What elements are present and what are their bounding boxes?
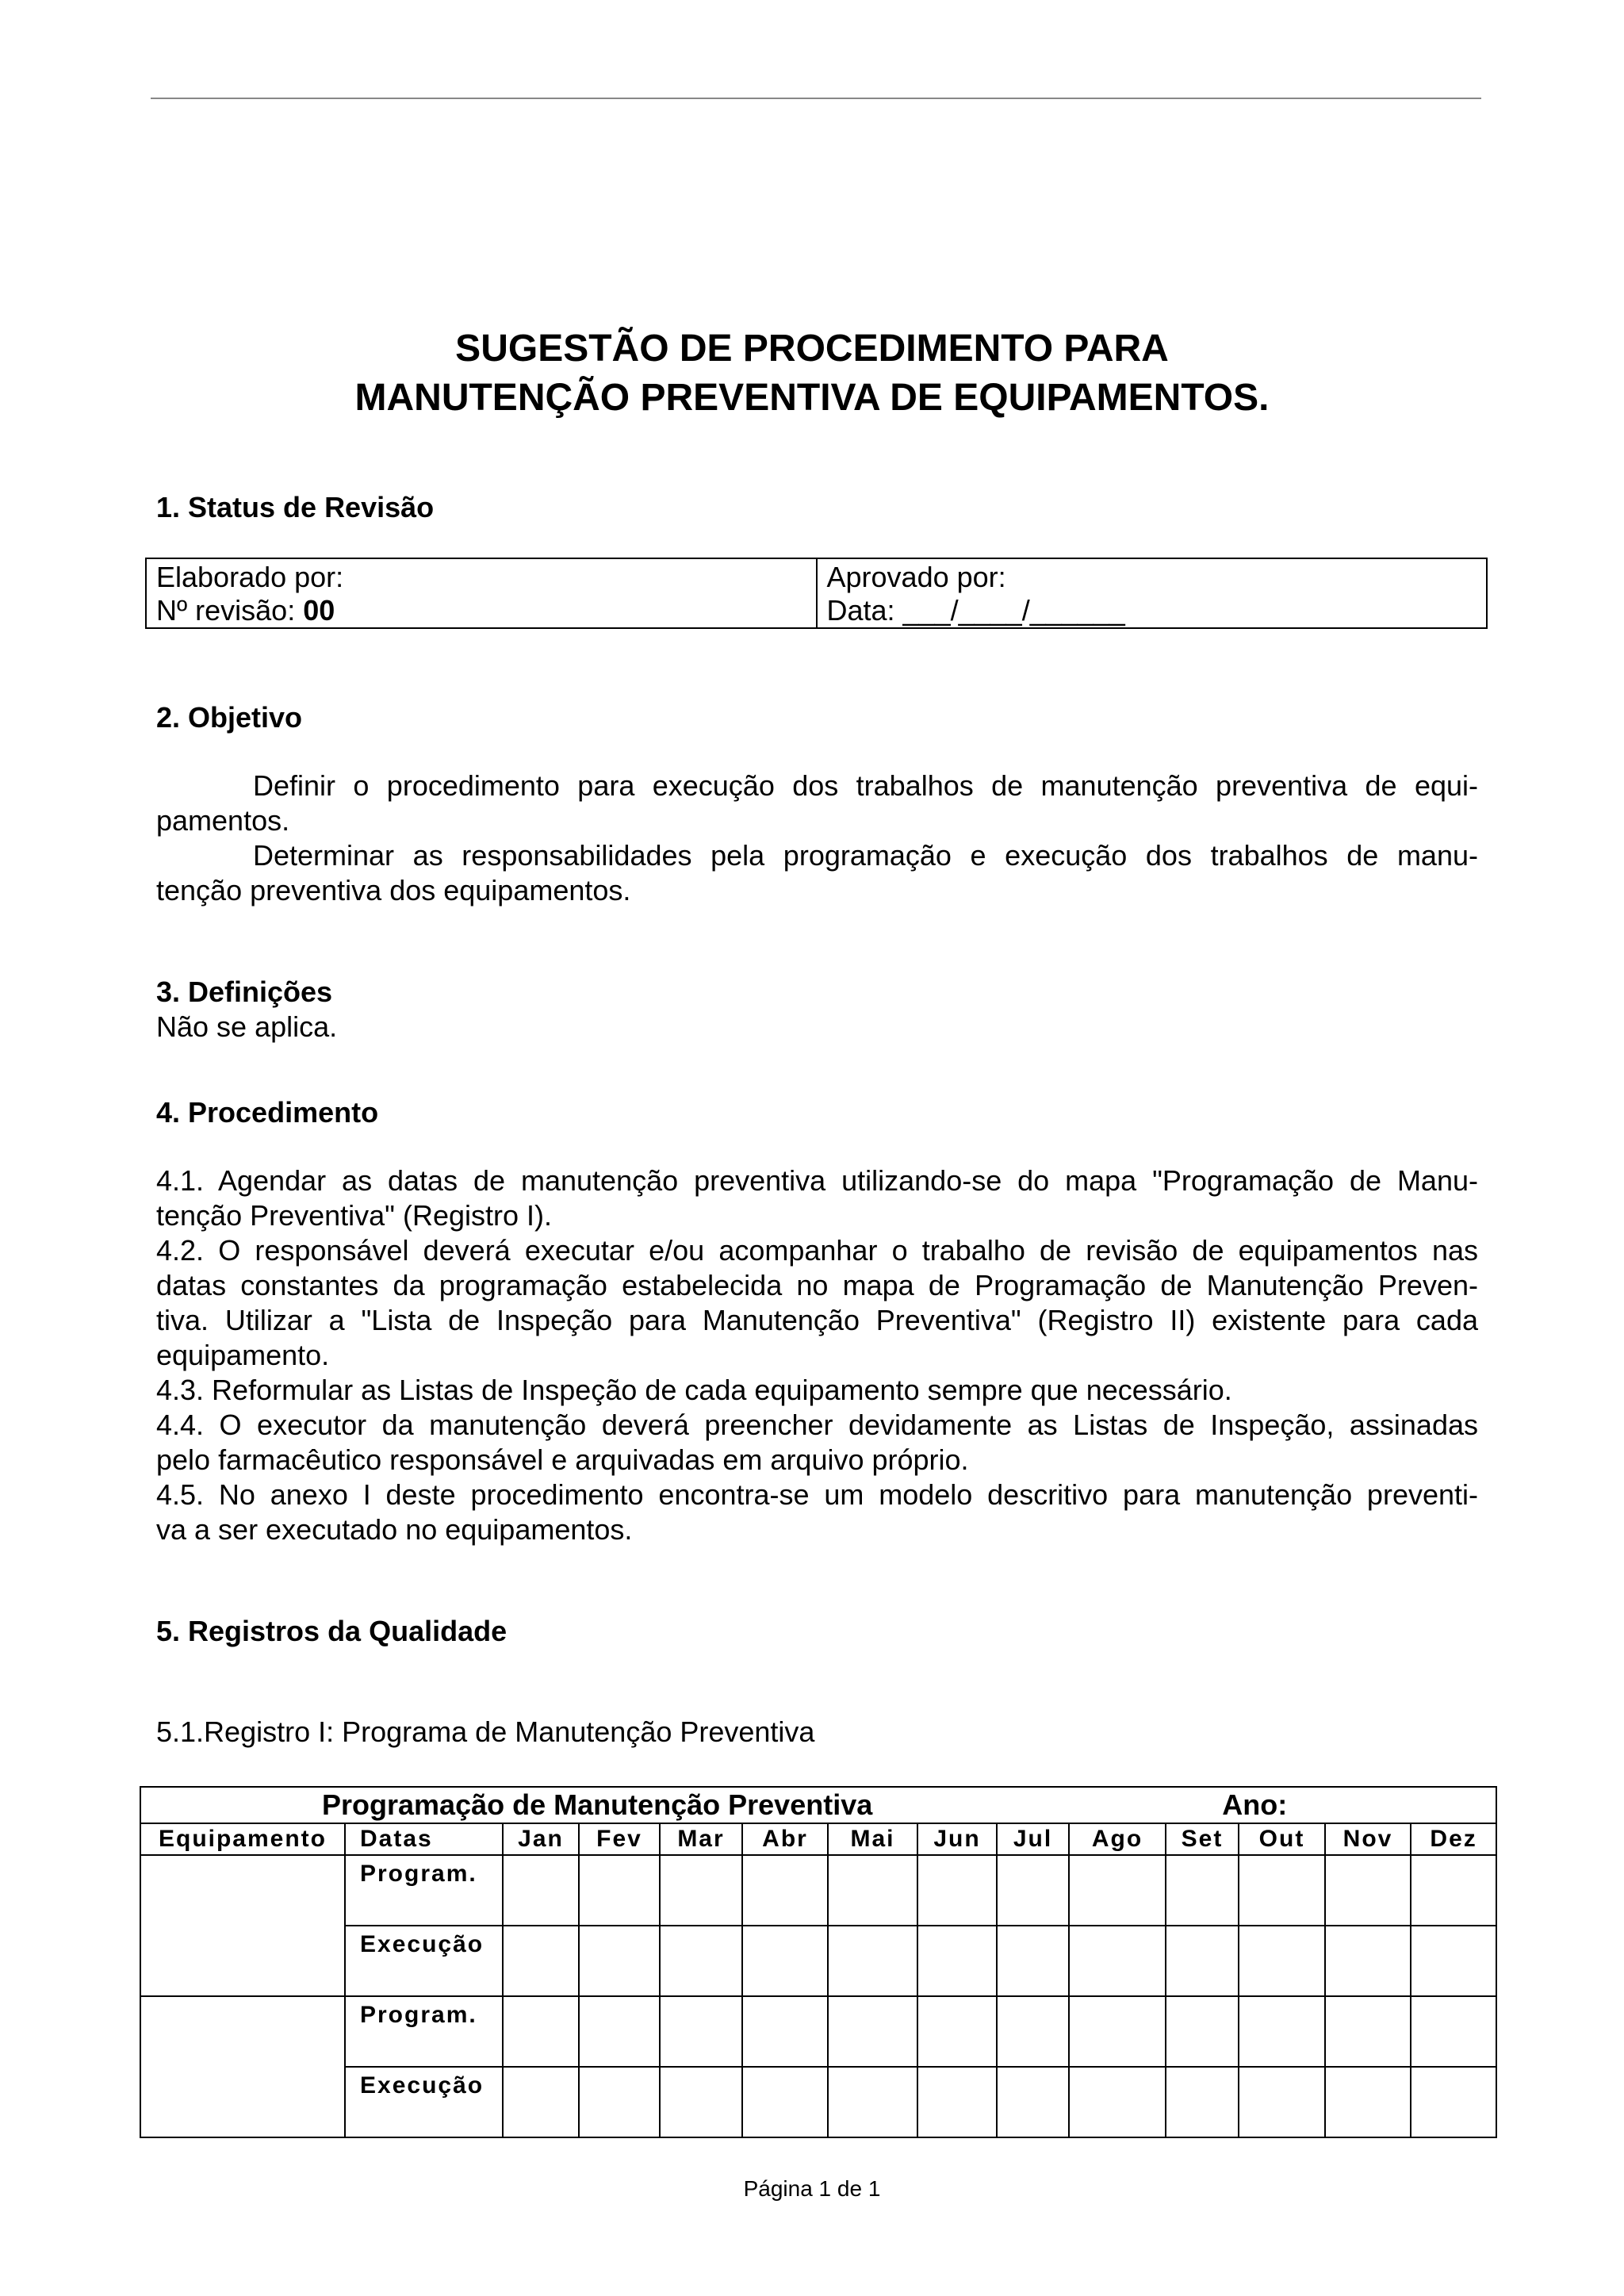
month-cell[interactable] — [1239, 2067, 1325, 2137]
month-cell[interactable] — [579, 1855, 660, 1926]
section5-heading: 5. Registros da Qualidade — [156, 1615, 508, 1647]
month-cell[interactable] — [1239, 1855, 1325, 1926]
row-label-execucao: Execução — [345, 2067, 503, 2137]
document-title-line2: MANUTENÇÃO PREVENTIVA DE EQUIPAMENTOS. — [354, 377, 1270, 419]
month-cell[interactable] — [828, 1926, 917, 1996]
row-label-program: Program. — [345, 1855, 503, 1926]
col-month: Out — [1239, 1823, 1325, 1855]
row-label-execucao: Execução — [345, 1926, 503, 1996]
program-header-row — [140, 1823, 1496, 1855]
month-cell[interactable] — [742, 2067, 828, 2137]
col-month: Fev — [579, 1823, 660, 1855]
month-cell[interactable] — [503, 1926, 579, 1996]
revision-status-table — [145, 558, 1488, 629]
section2-heading: 2. Objetivo — [156, 701, 303, 734]
section3-heading: 3. Definições — [156, 976, 333, 1008]
program-year-label: Ano: — [1222, 1788, 1288, 1821]
month-cell[interactable] — [503, 2067, 579, 2137]
month-cell[interactable] — [503, 1996, 579, 2067]
program-title-row — [140, 1787, 1496, 1823]
month-cell[interactable] — [1325, 1996, 1411, 2067]
month-cell[interactable] — [742, 1855, 828, 1926]
month-cell[interactable] — [997, 2067, 1069, 2137]
revisao-label: Nº revisão: — [156, 594, 304, 627]
page-number: Página 1 de 1 — [743, 2176, 881, 2201]
month-cell[interactable] — [917, 1855, 997, 1926]
definicoes-text: Não se aplica. — [156, 1010, 338, 1043]
objetivo-p1-line2: pamentos. — [156, 804, 290, 837]
procedimento-line: 4.2. O responsável deverá executar e/ou acompanhar o trabalho de revisão de equipamentos nas — [156, 1234, 1478, 1267]
month-cell[interactable] — [828, 1855, 917, 1926]
col-month: Dez — [1411, 1823, 1496, 1855]
month-cell[interactable] — [1069, 1926, 1166, 1996]
elaborado-label: Elaborado por: — [156, 561, 344, 593]
month-cell[interactable] — [579, 1996, 660, 2067]
month-cell[interactable] — [742, 1926, 828, 1996]
revisao-value: 00 — [303, 594, 335, 627]
month-cell[interactable] — [828, 2067, 917, 2137]
month-cell[interactable] — [1239, 1996, 1325, 2067]
month-cell[interactable] — [1325, 1855, 1411, 1926]
col-month: Nov — [1325, 1823, 1411, 1855]
procedimento-line: tiva. Utilizar a "Lista de Inspeção para Manutenção Preventiva" (Registro II) existente para cada — [156, 1304, 1478, 1336]
header-rule — [151, 98, 1481, 99]
section4-heading: 4. Procedimento — [156, 1096, 379, 1129]
month-cell[interactable] — [1069, 1996, 1166, 2067]
aprovado-label: Aprovado por: — [826, 561, 1006, 593]
procedimento-line: tenção Preventiva" (Registro I). — [156, 1199, 552, 1232]
month-cell[interactable] — [1325, 2067, 1411, 2137]
col-month: Abr — [742, 1823, 828, 1855]
month-cell[interactable] — [1411, 2067, 1496, 2137]
month-cell[interactable] — [1411, 1926, 1496, 1996]
month-cell[interactable] — [1069, 1855, 1166, 1926]
month-cell[interactable] — [1166, 1996, 1239, 2067]
row-label-program: Program. — [345, 1996, 503, 2067]
month-cell[interactable] — [997, 1855, 1069, 1926]
month-cell[interactable] — [579, 2067, 660, 2137]
month-cell[interactable] — [660, 1926, 742, 1996]
objetivo-p2-line1: Determinar as responsabilidades pela programação e execução dos trabalhos de manu- — [253, 839, 1478, 872]
section1-heading: 1. Status de Revisão — [156, 491, 435, 523]
program-title-cell — [140, 1787, 1496, 1823]
revision-right-cell — [816, 559, 1487, 627]
procedimento-line: 4.4. O executor da manutenção deverá preencher devidamente as Listas de Inspeção, assinadas — [156, 1409, 1478, 1441]
procedimento-line: datas constantes da programação estabelecida no mapa de Programação de Manutenção Preven- — [156, 1269, 1478, 1301]
col-month: Set — [1166, 1823, 1239, 1855]
data-field: Data: ___/____/______ — [826, 594, 1125, 627]
month-cell[interactable] — [503, 1855, 579, 1926]
month-cell[interactable] — [917, 2067, 997, 2137]
equipamento-cell[interactable] — [140, 1996, 345, 2137]
month-cell[interactable] — [1166, 2067, 1239, 2137]
month-cell[interactable] — [660, 1855, 742, 1926]
month-cell[interactable] — [1166, 1855, 1239, 1926]
month-cell[interactable] — [1239, 1926, 1325, 1996]
procedimento-line: equipamento. — [156, 1339, 330, 1371]
program-title: Programação de Manutenção Preventiva — [322, 1788, 873, 1821]
month-cell[interactable] — [660, 1996, 742, 2067]
month-cell[interactable] — [828, 1996, 917, 2067]
procedimento-line: 4.3. Reformular as Listas de Inspeção de cada equipamento sempre que necessário. — [156, 1374, 1232, 1406]
col-month: Ago — [1069, 1823, 1166, 1855]
month-cell[interactable] — [997, 1996, 1069, 2067]
objetivo-p2-line2: tenção preventiva dos equipamentos. — [156, 874, 631, 907]
procedimento-line: pelo farmacêutico responsável e arquivadas em arquivo próprio. — [156, 1443, 969, 1476]
month-cell[interactable] — [579, 1926, 660, 1996]
month-cell[interactable] — [1411, 1855, 1496, 1926]
col-month: Mai — [828, 1823, 917, 1855]
document-title-line1: SUGESTÃO DE PROCEDIMENTO PARA — [455, 328, 1169, 370]
month-cell[interactable] — [742, 1996, 828, 2067]
month-cell[interactable] — [997, 1926, 1069, 1996]
table-row — [140, 1996, 1496, 2067]
equipamento-cell[interactable] — [140, 1855, 345, 1996]
revisao-line — [156, 594, 806, 627]
revision-left-cell — [147, 559, 816, 627]
col-month: Jan — [503, 1823, 579, 1855]
month-cell[interactable] — [1325, 1926, 1411, 1996]
month-cell[interactable] — [1411, 1996, 1496, 2067]
month-cell[interactable] — [660, 2067, 742, 2137]
procedimento-line: va a ser executado no equipamentos. — [156, 1513, 633, 1546]
month-cell[interactable] — [1166, 1926, 1239, 1996]
procedimento-line: 4.5. No anexo I deste procedimento encontra-se um modelo descritivo para manutenção preventi- — [156, 1478, 1478, 1511]
objetivo-p1-line1: Definir o procedimento para execução dos trabalhos de manutenção preventiva de equi- — [253, 769, 1478, 802]
month-cell[interactable] — [1069, 2067, 1166, 2137]
registro1-subheading: 5.1.Registro I: Programa de Manutenção Preventiva — [156, 1715, 815, 1748]
table-row — [140, 1855, 1496, 1926]
procedimento-line: 4.1. Agendar as datas de manutenção preventiva utilizando-se do mapa "Programação de Manu- — [156, 1164, 1478, 1197]
month-cell[interactable] — [917, 1926, 997, 1996]
col-datas: Datas — [345, 1823, 503, 1855]
col-month: Jun — [917, 1823, 997, 1855]
col-month: Jul — [997, 1823, 1069, 1855]
col-equipamento: Equipamento — [140, 1823, 345, 1855]
col-month: Mar — [660, 1823, 742, 1855]
month-cell[interactable] — [917, 1996, 997, 2067]
maintenance-program-table — [140, 1786, 1497, 2138]
